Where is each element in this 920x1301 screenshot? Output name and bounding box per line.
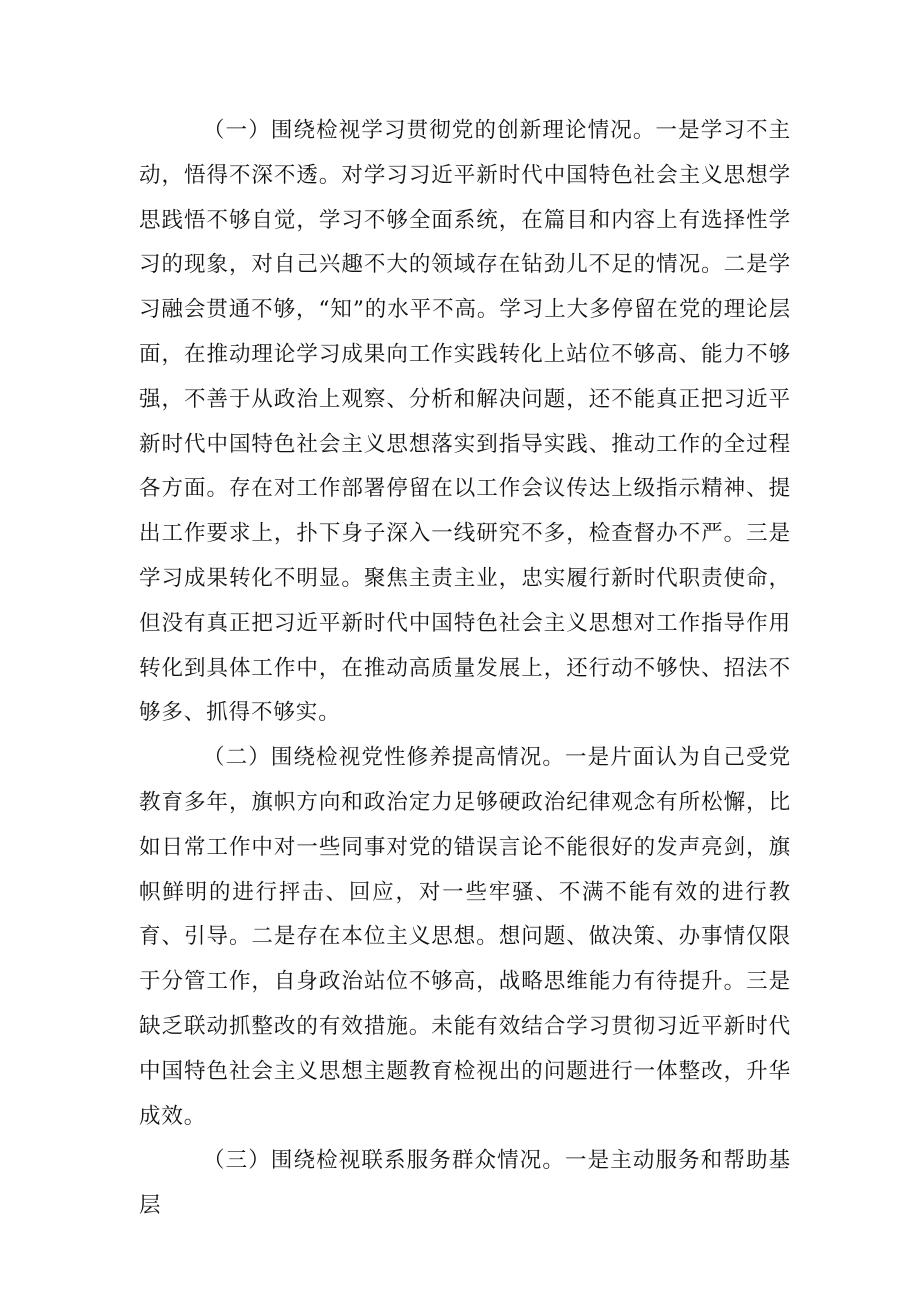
paragraph-1: （一）围绕检视学习贯彻党的创新理论情况。一是学习不主动，悟得不深不透。对学习习近平新时代中国特色社会主义思想学思践悟不够自觉，学习不够全面系统，在篇目和内容上有选择性学习的现象，对自己兴趣不大的领域存在钻劲儿不足的情况。二是学习融会贯通不够，“知”的水平不高。学习上大多停留在党的理论层面，在推动理论学习成果向工作实践转化上站位不够高、能力不够强，不善于从政治上观察、分析和解决问题，还不能真正把习近平新时代中国特色社会主义思想落实到指导实践、推动工作的全过程各方面。存在对工作部署停留在以工作会议传达上级指示精神、提出工作要求上，扑下身子深入一线研究不多，检查督办不严。三是学习成果转化不明显。聚焦主责主业，忠实履行新时代职责使命，但没有真正把习近平新时代中国特色社会主义思想对工作指导作用转化到具体工作中，在推动高质量发展上，还行动不够快、招法不够多、抓得不够实。	[139, 118, 791, 726]
document-body	[139, 109, 791, 1229]
paragraph-3: （三）围绕检视联系服务群众情况。一是主动服务和帮助基层	[139, 1148, 791, 1219]
paragraph-2: （二）围绕检视党性修养提高情况。一是片面认为自己受党教育多年，旗帜方向和政治定力足够硬政治纪律观念有所松懈，比如日常工作中对一些同事对党的错误言论不能很好的发声亮剑，旗帜鲜明的进行抨击、回应，对一些牢骚、不满不能有效的进行教育、引导。二是存在本位主义思想。想问题、做决策、办事情仅限于分管工作，自身政治站位不够高，战略思维能力有待提升。三是缺乏联动抓整改的有效措施。未能有效结合学习贯彻习近平新时代中国特色社会主义思想主题教育检视出的问题进行一体整改，升华成效。	[139, 745, 791, 1129]
